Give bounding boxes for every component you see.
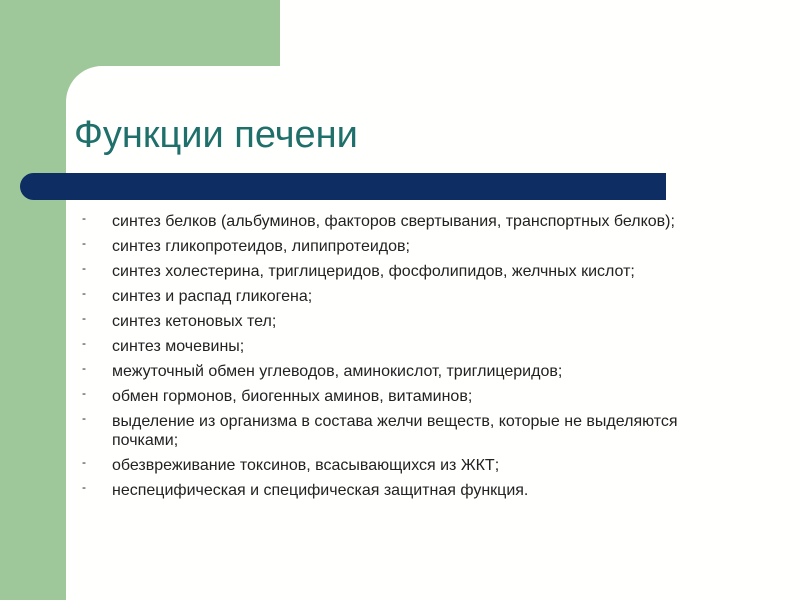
slide-title: Функции печени — [74, 114, 358, 156]
bullet-item — [74, 262, 714, 281]
bullet-text: обезвреживание токсинов, всасывающихся из ЖКТ; — [112, 457, 500, 474]
bullet-item — [74, 412, 714, 450]
dash-bullet-icon: - — [82, 236, 86, 250]
dash-bullet-icon: - — [82, 386, 86, 400]
dash-bullet-icon: - — [82, 480, 86, 494]
bullet-item — [74, 362, 714, 381]
dash-bullet-icon: - — [82, 336, 86, 350]
bullet-item — [74, 237, 714, 256]
bullet-item — [74, 481, 714, 500]
bullet-text: синтез и распад гликогена; — [112, 288, 313, 305]
bullet-text: неспецифическая и специфическая защитная функция. — [112, 482, 529, 499]
bullet-text: синтез белков (альбуминов, факторов свертывания, транспортных белков); — [112, 213, 675, 230]
bullet-text: синтез холестерина, триглицеридов, фосфолипидов, желчных кислот; — [112, 263, 635, 280]
bullet-item — [74, 287, 714, 306]
bullet-text: обмен гормонов, биогенных аминов, витаминов; — [112, 388, 473, 405]
bullet-list — [74, 212, 714, 506]
dash-bullet-icon: - — [82, 455, 86, 469]
bullet-item — [74, 312, 714, 331]
bullet-item — [74, 456, 714, 475]
dash-bullet-icon: - — [82, 361, 86, 375]
dash-bullet-icon: - — [82, 311, 86, 325]
bullet-item — [74, 337, 714, 356]
dash-bullet-icon: - — [82, 411, 86, 425]
dash-bullet-icon: - — [82, 211, 86, 225]
title-underline-bar — [20, 173, 666, 200]
bullet-text: синтез гликопротеидов, липипротеидов; — [112, 238, 410, 255]
bullet-item — [74, 387, 714, 406]
bullet-item — [74, 212, 714, 231]
dash-bullet-icon: - — [82, 286, 86, 300]
bullet-text: синтез кетоновых тел; — [112, 313, 277, 330]
dash-bullet-icon: - — [82, 261, 86, 275]
bullet-text: синтез мочевины; — [112, 338, 245, 355]
bullet-text: межуточный обмен углеводов, аминокислот, триглицеридов; — [112, 363, 563, 380]
bullet-text: выделение из организма в состава желчи веществ, которые не выделяются почками; — [112, 413, 678, 449]
